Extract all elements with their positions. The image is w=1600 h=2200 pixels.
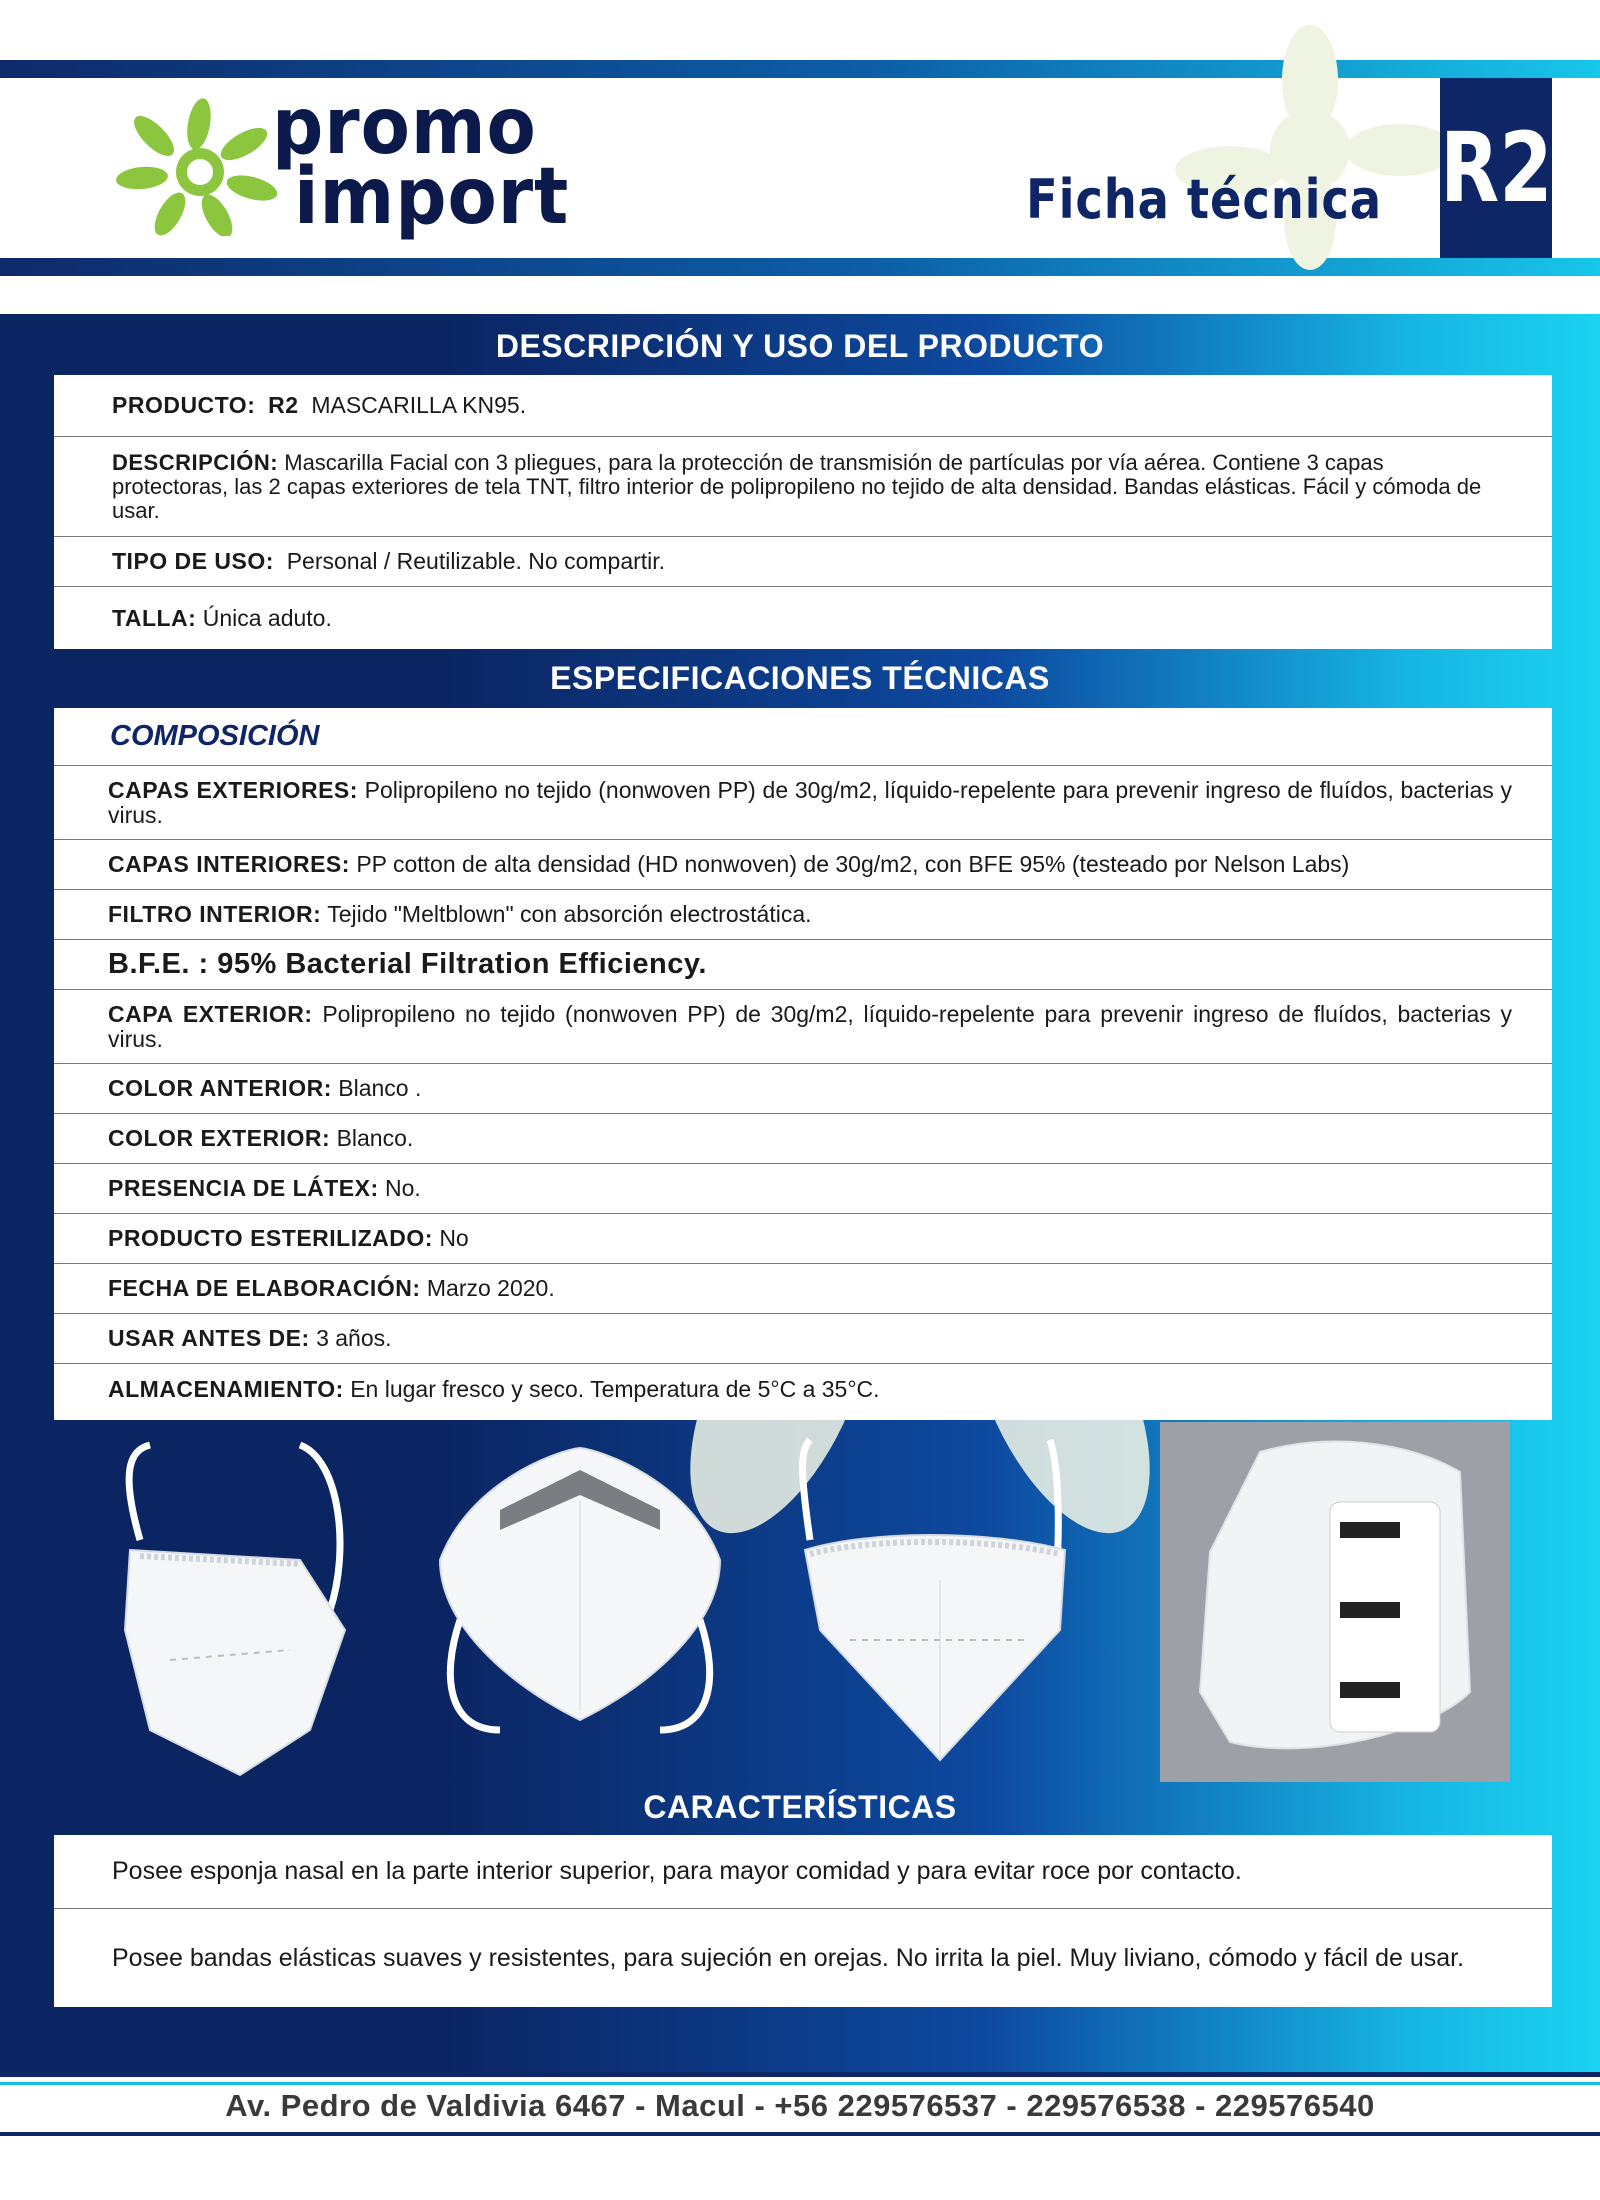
spec-row [54,766,1552,840]
package-bag-icon [1190,1432,1480,1772]
spec-label: COLOR EXTERIOR: [108,1125,331,1151]
spec-row [54,1314,1552,1364]
product-code-text: R2 [1439,112,1553,224]
spec-label: FECHA DE ELABORACIÓN: [108,1275,421,1301]
producto-row [54,375,1552,437]
product-code-badge [1440,78,1552,258]
talla-label: TALLA: [112,604,197,631]
section-title-caracteristicas: CARACTERÍSTICAS [643,1789,957,1825]
mask-side-photo [100,1430,370,1780]
spec-row [54,1064,1552,1114]
caracteristicas-panel [54,1835,1552,2007]
caracteristica-item [54,1909,1552,2007]
spec-value: Tejido "Meltblown" con absorción electrostática. [327,901,812,927]
especificaciones-panel [54,708,1552,1420]
producto-code: R2 [268,392,299,418]
spec-value: Marzo 2020. [426,1275,555,1301]
page-title: Ficha técnica [1026,168,1382,231]
spec-row [54,990,1552,1064]
mask-front-photo [790,1430,1090,1780]
brand-line2: import [294,152,570,242]
producto-value: MASCARILLA KN95. [311,392,527,418]
footer-address: Av. Pedro de Valdivia 6467 - Macul - +56 229576537 - 229576538 - 229576540 [225,2088,1375,2123]
caracteristica-text-2: Posee bandas elásticas suaves y resistentes, para sujeción en orejas. No irrita la piel. Muy liviano, cómodo y fácil de usar. [112,1944,1465,1972]
descripcion-row [54,437,1552,537]
footer-line [0,2082,1600,2085]
footer-line [0,2132,1600,2136]
spec-label: COLOR ANTERIOR: [108,1075,332,1101]
section-title-descripcion: DESCRIPCIÓN Y USO DEL PRODUCTO [495,328,1105,364]
spec-label: USAR ANTES DE: [108,1325,310,1351]
brand-logo-text [272,82,593,242]
composicion-row [54,708,1552,766]
spec-row [54,1264,1552,1314]
brand-line1: promo [272,82,537,172]
mask-inner-photo [420,1440,740,1740]
spec-row [54,940,1552,990]
tipo-uso-label: TIPO DE USO: [112,548,274,574]
spec-label: B.F.E. : 95% Bacterial Filtration Efficiency. [108,947,707,980]
mask-package-photo [1160,1422,1510,1782]
spec-value: 3 años. [316,1325,392,1351]
tipo-uso-row [54,537,1552,587]
section-title-especificaciones: ESPECIFICACIONES TÉCNICAS [550,660,1050,696]
composicion-heading: COMPOSICIÓN [110,720,320,752]
caracteristica-item [54,1835,1552,1909]
spec-row [54,840,1552,890]
spec-label: CAPAS INTERIORES: [108,851,350,877]
spec-label: CAPA EXTERIOR: [108,1000,313,1027]
spec-label: PRESENCIA DE LÁTEX: [108,1175,379,1201]
spec-row [54,1114,1552,1164]
header-watermark-icon [1160,20,1460,280]
spec-label: PRODUCTO ESTERILIZADO: [108,1225,433,1251]
spec-value: En lugar fresco y seco. Temperatura de 5°C a 35°C. [350,1375,880,1402]
footer-line [0,2072,1600,2077]
talla-row [54,587,1552,649]
spec-row [54,1364,1552,1414]
spec-label: FILTRO INTERIOR: [108,901,322,927]
spec-value: No. [385,1175,421,1201]
spec-value: No [439,1225,469,1251]
spec-value: Blanco . [338,1075,422,1101]
spec-value: PP cotton de alta densidad (HD nonwoven) de 30g/m2, con BFE 95% (testeado por Nelson Labs) [356,851,1350,877]
spec-label: CAPAS EXTERIORES: [108,776,358,803]
spec-label: ALMACENAMIENTO: [108,1375,344,1402]
spec-row [54,890,1552,940]
promo-import-logo-icon [112,96,287,236]
spec-row [54,1164,1552,1214]
descripcion-panel [54,375,1552,649]
producto-label: PRODUCTO: [112,392,256,418]
descripcion-label: DESCRIPCIÓN: [112,449,279,475]
spec-value: Polipropileno no tejido (nonwoven PP) de 30g/m2, líquido-repelente para prevenir ingreso de fluídos, bacterias y virus. [108,1000,1513,1052]
tipo-uso-value: Personal / Reutilizable. No compartir. [286,548,666,574]
caracteristica-text-1: Posee esponja nasal en la parte interior superior, para mayor comidad y para evitar roce por contacto. [112,1857,1242,1885]
talla-value: Única aduto. [202,604,332,631]
spec-row [54,1214,1552,1264]
spec-value: Polipropileno no tejido (nonwoven PP) de 30g/m2, líquido-repelente para prevenir ingreso de fluídos, bacterias y virus. [108,776,1512,828]
descripcion-value: Mascarilla Facial con 3 pliegues, para la protección de transmisión de partículas por vía aérea. Contiene 3 capas protectoras, las 2 capas exteriores de tela TNT, filtro interior de polipropileno no tejido de alta densidad. Bandas elásticas. Fácil y cómoda de usar. [112,449,1482,523]
spec-value: Blanco. [336,1125,414,1151]
